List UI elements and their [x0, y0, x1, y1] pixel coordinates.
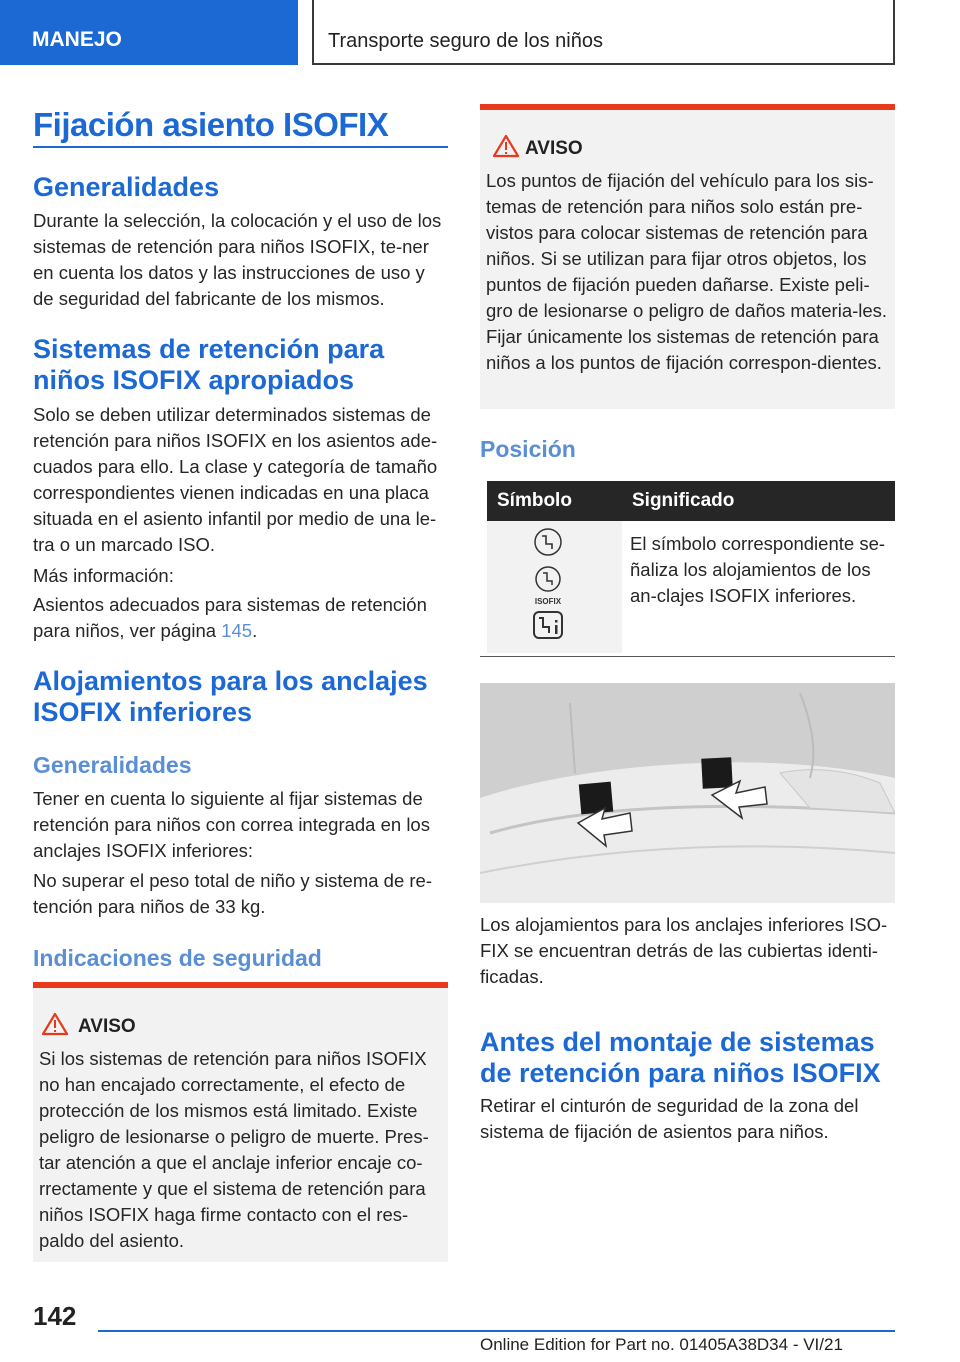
warning-label: AVISO: [78, 1016, 136, 1037]
title-rule: [33, 146, 448, 148]
child-seat-icon: [488, 522, 603, 647]
symbol-description: El símbolo correspondiente se-ñaliza los alojamientos de los an-clajes ISOFIX inferiores.: [630, 533, 886, 606]
warning-text-left: Si los sistemas de retención para niños ISOFIX no han encajado correctamente, el efecto de protección de los mismos está limitado. Existe peligro de lesionarse o peligro de muerte. Pres-tar atención a que el anclaje inferior encaje co-rrectamente y que el sistema de retención para niños ISOFIX haga firme contacto con el res-paldo del asiento.: [39, 1048, 429, 1251]
warning-box-left: [33, 982, 448, 1262]
heading-generalidades: Generalidades: [33, 172, 220, 202]
page-number: 142: [33, 1301, 77, 1331]
section-divider: [480, 656, 895, 657]
heading-generalidades-2: Generalidades: [33, 752, 192, 778]
page-link-145[interactable]: 145: [221, 620, 253, 641]
paragraph-gen2-2: No superar el peso total de niño y sistema de re-tención para niños de 33 kg.: [33, 870, 432, 917]
symbol-table: [487, 481, 895, 653]
table-row: [487, 521, 895, 653]
page-title: Fijación asiento ISOFIX: [33, 106, 389, 143]
warning-triangle-icon: [41, 1012, 69, 1036]
heading-indicaciones: Indicaciones de seguridad: [33, 945, 322, 971]
edition-info: Online Edition for Part no. 01405A38D34 - VI/21: [480, 1335, 843, 1354]
heading-posicion: Posición: [480, 436, 576, 462]
isofix-label: ISOFIX: [534, 597, 562, 606]
table-header-symbol: Símbolo: [487, 481, 622, 521]
section-tab: MANEJO: [0, 0, 298, 65]
warning-text-right: Los puntos de fijación del vehículo para los sis-temas de retención para niños solo están pre-vistos para colocar sistemas de retención para niños. Si se utilizan para fijar otros objetos, los puntos de fijación pueden dañarse. Existe peli-gro de lesionarse o peligro de daños materia-les. Fijar únicamente los sistemas de retención para niños a los puntos de fijación correspon-dientes.: [486, 170, 888, 373]
photo-caption: Los alojamientos para los anclajes inferiores ISO-FIX se encuentran detrás de las cubiertas identi-ficadas.: [480, 914, 888, 987]
asientos-end: .: [252, 620, 258, 641]
seat-illustration: [480, 683, 895, 903]
asientos-text: Asientos adecuados para sistemas de retención para niños, ver página: [33, 594, 427, 641]
heading-sistemas: Sistemas de retención para niños ISOFIX apropiados: [33, 334, 385, 395]
footer-rule: [98, 1330, 895, 1332]
symbol-cell: [487, 521, 622, 653]
paragraph-generalidades: Durante la selección, la colocación y el uso de los sistemas de retención para niños ISOFIX, te-ner en cuenta los datos y las instrucciones de uso y de seguridad del fabricante de los mismos.: [33, 210, 442, 309]
warning-box-right: [480, 104, 895, 409]
heading-alojamientos: Alojamientos para los anclajes ISOFIX inferiores: [33, 666, 428, 727]
paragraph-asientos: [33, 592, 448, 644]
chapter-title: Transporte seguro de los niños: [312, 0, 895, 65]
seat-anchor-photo: [480, 683, 895, 903]
paragraph-mas-info: Más información:: [33, 565, 174, 586]
table-header-row: [487, 481, 895, 521]
paragraph-antes: Retirar el cinturón de seguridad de la zona del sistema de fijación de asientos para niños.: [480, 1095, 859, 1142]
heading-antes: Antes del montaje de sistemas de retención para niños ISOFIX: [480, 1027, 881, 1088]
warning-triangle-icon: [492, 134, 520, 158]
table-header-meaning: Significado: [622, 481, 895, 521]
paragraph-gen2-1: Tener en cuenta lo siguiente al fijar sistemas de retención para niños con correa integrada en los anclajes ISOFIX inferiores:: [33, 788, 430, 861]
warning-label: AVISO: [525, 138, 583, 159]
paragraph-sistemas: Solo se deben utilizar determinados sistemas de retención para niños ISOFIX en los asientos ade-cuados para ello. La clase y categoría de tamaño correspondientes vienen indicadas en una placa situada en el asiento infantil por medio de una le-tra o un marcado ISO.: [33, 404, 438, 555]
